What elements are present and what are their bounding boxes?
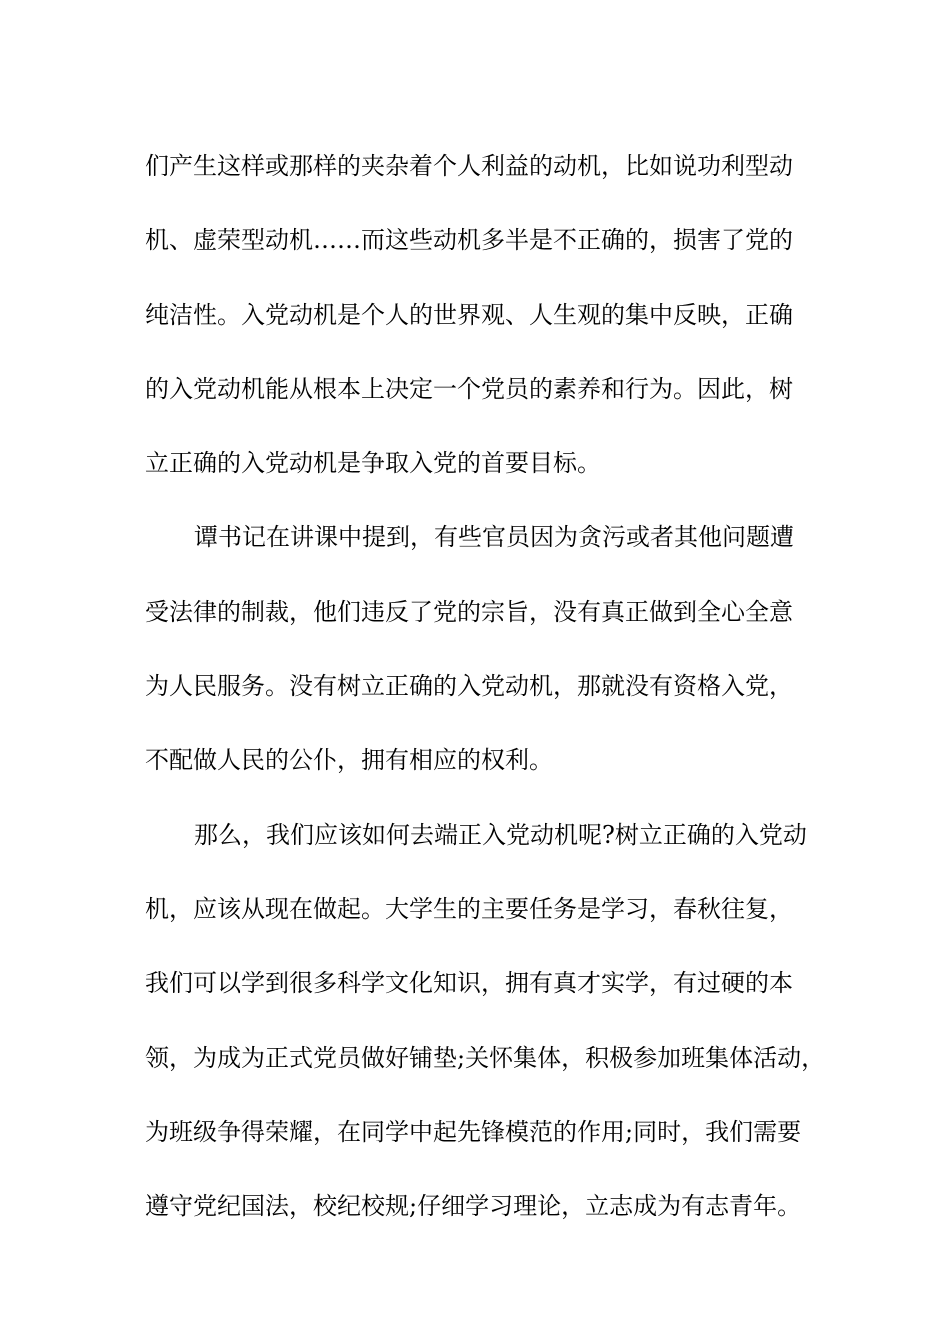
document-body <box>145 129 825 1243</box>
text-line: 机、虚荣型动机……而这些动机多半是不正确的，损害了党的 <box>145 226 793 255</box>
text-line: 那么，我们应该如何去端正入党动机呢?树立正确的入党动 <box>194 820 807 849</box>
text-line: 领，为成为正式党员做好铺垫;关怀集体，积极参加班集体活动， <box>145 1043 826 1072</box>
text-line: 纯洁性。入党动机是个人的世界观、人生观的集中反映，正确 <box>145 300 793 329</box>
text-line: 立正确的入党动机是争取入党的首要目标。 <box>145 449 601 478</box>
text-line: 机，应该从现在做起。大学生的主要任务是学习，春秋往复， <box>145 894 793 923</box>
text-line: 们产生这样或那样的夹杂着个人利益的动机，比如说功利型动 <box>145 152 793 180</box>
text-line: 为人民服务。没有树立正确的入党动机，那就没有资格入党， <box>145 672 793 701</box>
text-line: 受法律的制裁，他们违反了党的宗旨，没有真正做到全心全意 <box>145 597 793 626</box>
text-line: 我们可以学到很多科学文化知识，拥有真才实学，有过硬的本 <box>145 969 793 998</box>
text-line: 为班级争得荣耀，在同学中起先锋模范的作用;同时，我们需要 <box>145 1117 802 1146</box>
text-line: 遵守党纪国法，校纪校规;仔细学习理论，立志成为有志青年。 <box>145 1192 802 1221</box>
text-line: 谭书记在讲课中提到，有些官员因为贪污或者其他问题遭 <box>194 523 794 552</box>
text-line: 不配做人民的公仆，拥有相应的权利。 <box>145 746 553 775</box>
text-line: 的入党动机能从根本上决定一个党员的素养和行为。因此，树 <box>145 374 793 403</box>
